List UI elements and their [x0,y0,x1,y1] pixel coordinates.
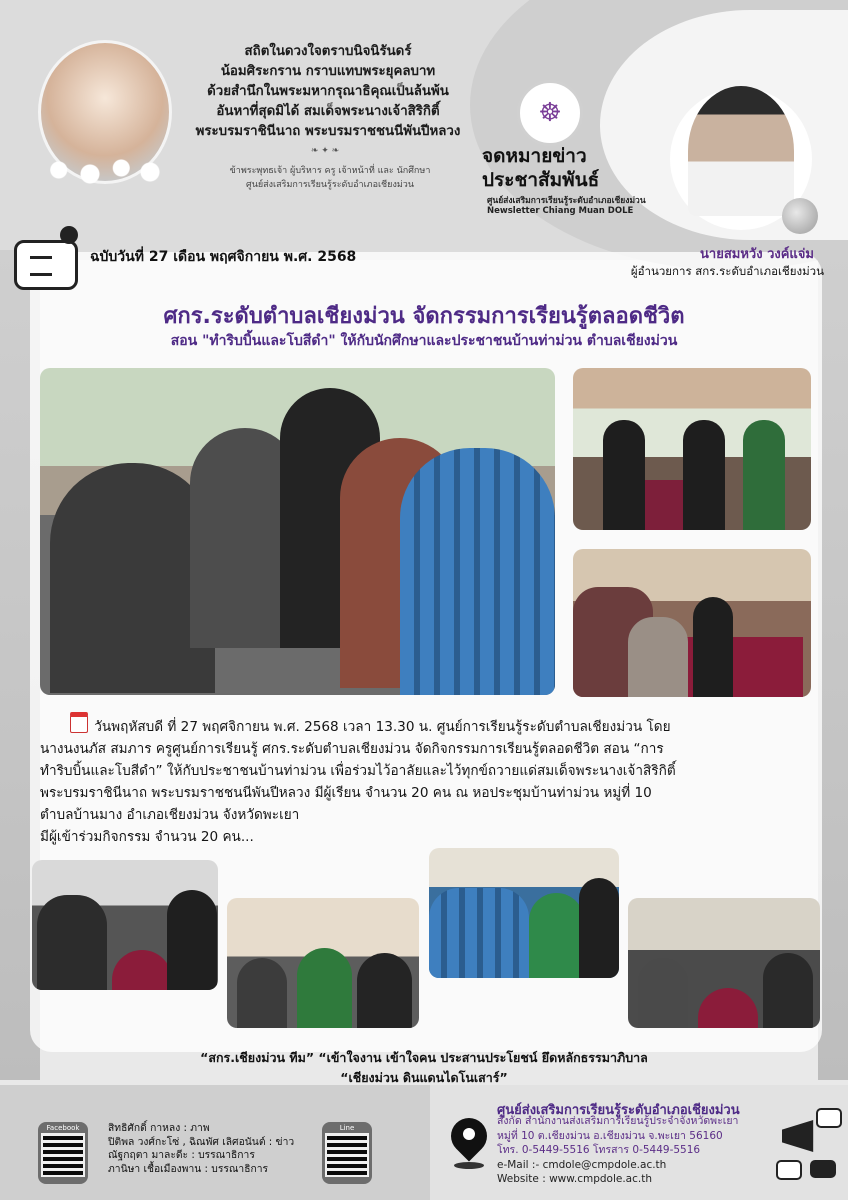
tribute-line: พระบรมราชินีนาถ พระบรมราชชนนีพันปีหลวง [195,124,461,139]
credit-line: ณัฐกฤตา มาละดีะ : บรรณาธิการ [108,1149,255,1161]
director-position: ผู้อำนวยการ สกร.ระดับอำเภอเชียงม่วน [630,264,824,278]
facebook-qr[interactable] [38,1122,88,1184]
article-body [40,712,810,848]
article-line: ตำบลบ้านมาง อำเภอเชียงม่วน จังหวัดพะเยา [40,807,300,823]
tribute-text [178,42,478,142]
tribute-line: สถิตในดวงใจตราบนิจนิรันดร์ [244,44,412,59]
address-line: หมู่ที่ 10 ต.เชียงม่วน อ.เชียงม่วน จ.พะเยา 56160 [497,1129,723,1142]
facebook-label: Facebook [46,1124,80,1132]
signoff-line: ข้าพระพุทธเจ้า ผู้บริหาร ครู เจ้าหน้าที่ และ นักศึกษา [229,166,431,176]
chat-bubble-icon [776,1160,802,1180]
email-link[interactable]: e-Mail :- cmdole@cmpdole.ac.th [497,1158,667,1171]
calendar-icon [70,712,88,733]
article-line: มีผู้เข้าร่วมกิจกรรม จำนวน 20 คน... [40,829,254,845]
globe-icon [782,198,818,234]
director-name: นายสมหวัง วงค์แจ่ม [700,247,814,262]
activity-photo-bottom-3 [429,848,619,978]
activity-photo-top-right [573,368,811,530]
right-tree-decoration [818,250,848,1080]
director-photo [688,86,794,216]
megaphone-dot-icon [60,226,78,244]
location-pin-dot [463,1128,475,1140]
ornament-divider: ❧ ✦ ❧ [310,146,340,156]
organization-logo-icon: ☸ [517,80,583,146]
qr-code-icon [327,1135,367,1175]
credit-line: สิทธิศักดิ์ กาหลง : ภาพ [108,1122,210,1134]
slogan-line-1: “สกร.เชียงม่วน ทีม” “เข้าใจงาน เข้าใจคน ประสานประโยชน์ ยึดหลักธรรมาภิบาล [200,1050,648,1065]
tribute-line: อันหาที่สุดมิได้ สมเด็จพระนางเจ้าสิริกิติ์ [216,104,440,119]
article-line [40,712,810,738]
article-line: นางนงนภัส สมภาร ครูศูนย์การเรียนรู้ ศกร.ระดับตำบลเชียงม่วน จัดกิจกรรมการเรียนรู้ตลอดชีวิต สอน “การ [40,741,664,757]
main-activity-photo [40,368,555,695]
subheadline: สอน "ทำริบบิ้นและโบสีดำ" ให้กับนักศึกษาและประชาชนบ้านท่าม่วน ตำบลเชียงม่วน [170,333,678,349]
address-line: สังกัด สำนักงานส่งเสริมการเรียนรู้ประจำจังหวัดพะเยา [497,1115,739,1127]
line-qr[interactable] [322,1122,372,1184]
newsletter-title-line: ประชาสัมพันธ์ [482,169,600,191]
tribute-line: ด้วยสำนึกในพระมหากรุณาธิคุณเป็นล้นพ้น [207,84,449,99]
activity-photo-bottom-2 [227,898,419,1028]
activity-photo-bottom-1 [32,860,218,990]
newsletter-subtitle-th: ศูนย์ส่งเสริมการเรียนรู้ระดับอำเภอเชียงม่วน [487,196,646,206]
website-link[interactable]: Website : www.cmpdole.ac.th [497,1173,652,1185]
article-line: ทำริบบิ้นและโบสีดำ” ให้กับประชาชนบ้านท่าม่วน เพื่อร่วมไว้อาลัยและไว้ทุกข์ถวายแด่สมเด็จพระนางเจ้าสิริกิติ์ [40,763,676,779]
article-line: พระบรมราชินีนาถ พระบรมราชชนนีพันปีหลวง มีผู้เรียน จำนวน 20 คน ณ หอประชุมบ้านท่าม่วน หมู่ที่ 10 [40,785,652,801]
newsletter-title [482,144,662,192]
chat-icon-lines [30,256,52,276]
credit-line: ภานิษา เชื้อเมืองพาน : บรรณาธิการ [108,1162,269,1175]
credits [108,1122,318,1176]
phone-line: โทร. 0-5449-5516 โทรสาร 0-5449-5516 [497,1144,701,1156]
issue-date: ฉบับวันที่ 27 เดือน พฤศจิกายน พ.ศ. 2568 [90,249,357,265]
tribute-signoff [205,164,455,192]
credit-line: ปิติพล วงศ์กะโซ่ , ฉิณพัศ เลิศอนันต์ : ข่าว [108,1135,295,1148]
headline: ศกร.ระดับตำบลเชียงม่วน จัดกรรมการเรียนรู้ตลอดชีวิต [163,304,685,329]
newsletter-subtitle-en: Newsletter Chiang Muan DOLE [487,206,634,216]
qr-code-icon [43,1135,83,1175]
signoff-line: ศูนย์ส่งเสริมการเรียนรู้ระดับอำเภอเชียงม่วน [246,180,414,190]
location-pin-shadow [454,1162,484,1169]
activity-photo-bottom-4 [628,898,820,1028]
tribute-line: น้อมศิระกราน กราบแทบพระยุคลบาท [220,64,436,79]
address-block [497,1114,787,1187]
thumbs-up-bubble-icon [810,1160,836,1178]
activity-photo-middle-right [573,549,811,697]
heart-bubble-icon [816,1108,842,1128]
newsletter-title-line: จดหมายข่าว [482,145,587,167]
flower-garland [40,150,165,190]
slogan-line-2: “เชียงม่วน ดินแดนไดโนเสาร์” [340,1070,508,1085]
address-title: ศูนย์ส่งเสริมการเรียนรู้ระดับอำเภอเชียงม่วน [497,1103,740,1118]
line-label: Line [339,1124,355,1132]
article-line-text: วันพฤหัสบดี ที่ 27 พฤศจิกายน พ.ศ. 2568 เวลา 13.30 น. ศูนย์การเรียนรู้ระดับตำบลเชียงม่วน โดย [94,719,671,735]
